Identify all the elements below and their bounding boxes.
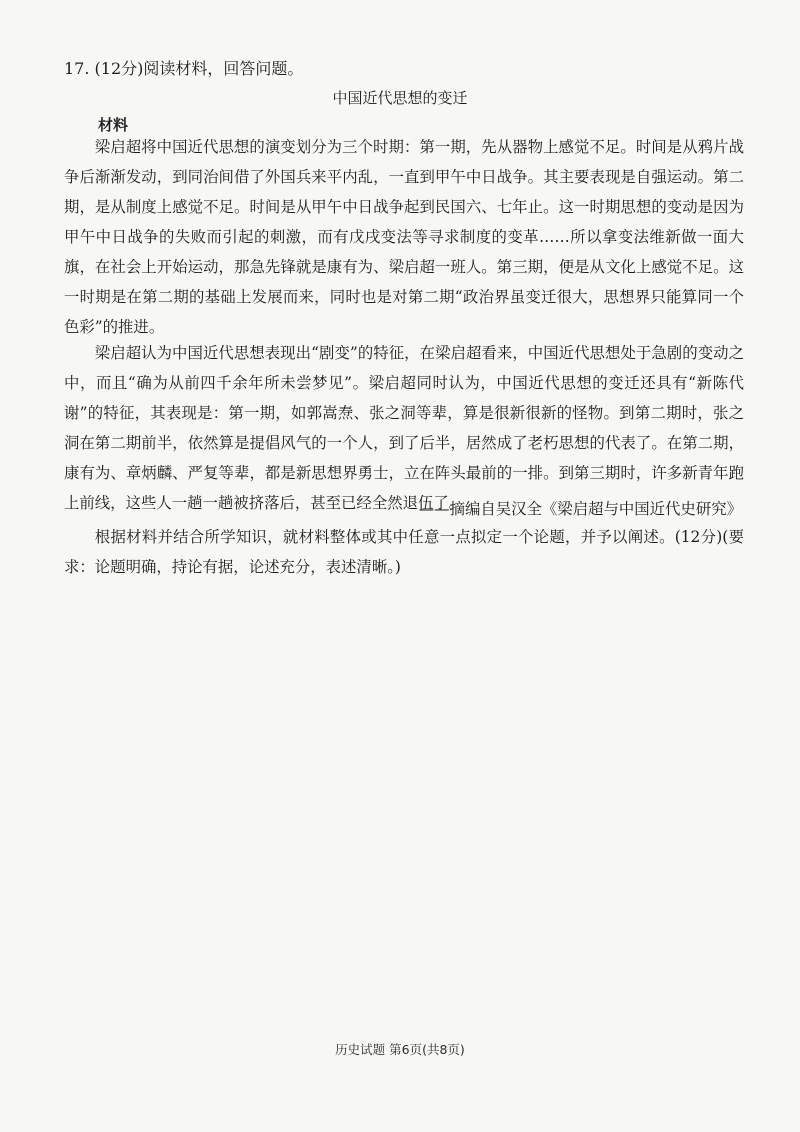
material-title: 中国近代思想的变迁 <box>332 89 468 107</box>
question-prompt: 根据材料并结合所学知识，就材料整体或其中任意一点拟定一个论题，并予以阐述。(12分)(要求：论题明确，持论有据，论述充分，表述清晰。) <box>64 528 744 576</box>
material-paragraph-1: 梁启超将中国近代思想的演变划分为三个时期：第一期，先从器物上感觉不足。时间是从鸦片战争后渐渐发动，到同治间借了外国兵来平内乱，一直到甲午中日战争。其主要表现是自强运动。第二期，是从制度上感觉不足。时间是从甲午中日战争起到民国六、七年止。这一时期思想的变动是因为甲午中日战争的失败而引起的刺激，而有戊戌变法等寻求制度的变革……所以拿变法维新做一面大旗，在社会上开始运动，那急先锋就是康有为、梁启超一班人。第三期，便是从文化上感觉不足。这一时期是在第二期的基础上发展而来，同时也是对第二期“政治界虽变迁很大，思想界只能算同一个色彩”的推进。 <box>64 138 744 336</box>
page-footer: 历史试题 第6页(共8页) <box>335 1042 465 1057</box>
material-paragraph-2: 梁启超认为中国近代思想表现出“剧变”的特征，在梁启超看来，中国近代思想处于急剧的变动之中，而且“确为从前四千余年所未尝梦见”。梁启超同时认为，中国近代思想的变迁还具有“新陈代谢”的特征，其表现是：第一期，如郭嵩焘、张之洞等辈，算是很新很新的怪物。到第二期时，张之洞在第二期前半，依然算是提倡风气的一个人，到了后半，居然成了老朽思想的代表了。在第二期，康有为、章炳麟、严复等辈，都是新思想界勇士，立在阵头最前的一排。到第三期时，许多新青年跑上前线，这些人一趟一趟被挤落后，甚至已经全然退伍了。 <box>64 344 744 512</box>
material-label: 材料 <box>98 116 129 134</box>
question-header: 17. (12分)阅读材料，回答问题。 <box>64 59 304 78</box>
material-source: ——摘编自吴汉全《梁启超与中国近代史研究》 <box>418 500 742 518</box>
